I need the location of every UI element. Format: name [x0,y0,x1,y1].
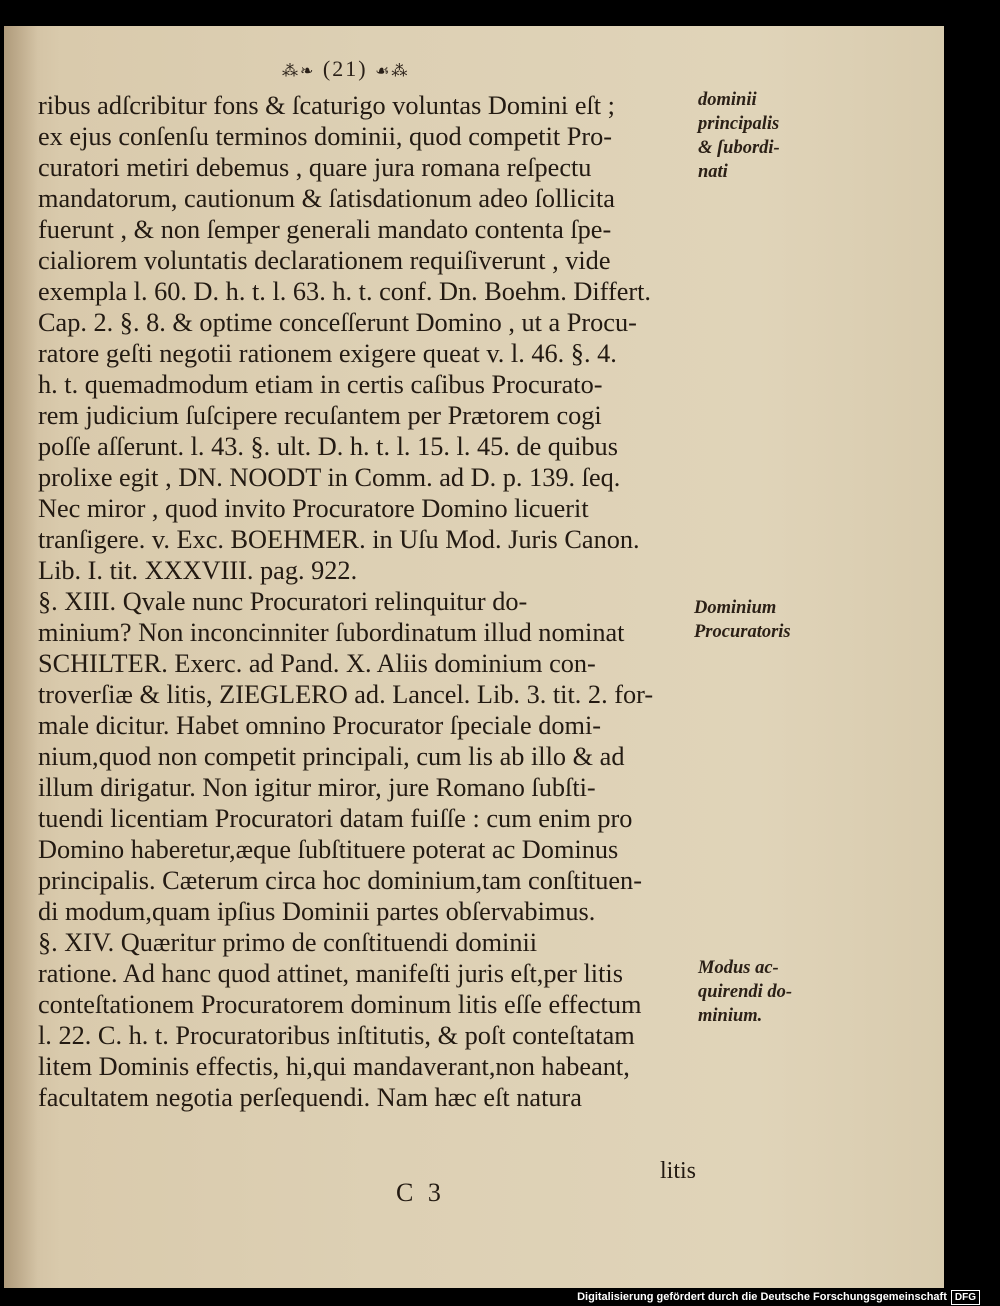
text-line: cialiorem voluntatis declarationem requiſiverunt , vide [38,246,611,275]
text-line: Nec miror , quod invito Procuratore Domino licuerit [38,494,589,523]
text-line: male dicitur. Habet omnino Procurator ſpeciale domi- [38,711,602,740]
text-line: di modum,quam ipſius Dominii partes obſervabimus. [38,897,596,926]
text-line: l. 22. C. h. t. Procuratoribus inſtitutis, & poſt conteſtatam [38,1021,635,1050]
text-line: minium? Non inconcinniter ſubordinatum illud nominat [38,618,625,647]
text-line: principalis. Cæterum circa hoc dominium,tam conſtituen- [38,866,642,895]
text-line: Cap. 2. §. 8. & optime conceſſerunt Domino , ut a Procu- [38,308,637,337]
text-line: exempla l. 60. D. h. t. l. 63. h. t. conf. Dn. Boehm. Differt. [38,277,652,306]
text-line: SCHILTER. Exerc. ad Pand. X. Aliis dominium con- [38,649,596,678]
text-line: troverſiæ & litis, ZIEGLERO ad. Lancel. Lib. 3. tit. 2. for- [38,680,654,709]
text-line: ratore geſti negotii rationem exigere queat v. l. 46. §. 4. [38,339,617,368]
digitization-footer [577,1288,980,1306]
marginal-note-modus [698,956,792,1028]
text-line: curatori metiri debemus , quare jura romana reſpectu [38,153,592,182]
dfg-logo: DFG [951,1290,980,1305]
text-line: tuendi licentiam Procuratori datam fuiſſe : cum enim pro [38,804,633,833]
marginal-line: Procuratoris [694,622,791,642]
footer-credit: Digitalisierung gefördert durch die Deutsche Forschungsgemeinschaft [577,1291,947,1303]
text-line: Domino haberetur,æque ſubſtituere poterat ac Dominus [38,835,619,864]
text-line: ratione. Ad hanc quod attinet, manifeſti juris eſt,per litis [38,959,623,988]
header-ornament-left: ⁂❧ [282,63,316,80]
marginal-line: quirendi do- [698,982,793,1002]
text-line: §. XIII. Qvale nunc Procuratori relinquitur do- [38,587,528,616]
catchword: litis [660,1158,697,1184]
text-line: §. XIV. Quæritur primo de conſtituendi dominii [38,928,538,957]
marginal-line: Modus ac- [698,958,779,978]
text-line: facultatem negotia perſequendi. Nam hæc eſt natura [38,1083,582,1112]
text-line: ribus adſcribitur fons & ſcaturigo voluntas Domini eſt ; [38,91,615,120]
book-page [4,26,944,1288]
text-line: litem Dominis effectis, hi,qui mandaverant,non habeant, [38,1052,630,1081]
text-line: illum dirigatur. Non igitur miror, jure Romano ſubſti- [38,773,596,802]
body-text [38,90,698,1113]
marginal-line: minium. [698,1006,763,1026]
header-ornament-right: ☙⁂ [375,63,410,80]
marginal-line: dominii [698,90,757,110]
text-line: fuerunt , & non ſemper generali mandato contenta ſpe- [38,215,612,244]
text-line: mandatorum, cautionum & ſatisdationum adeo ſollicita [38,184,615,213]
marginal-line: Dominium [694,598,777,618]
text-line: Lib. I. tit. XXXVIII. pag. 922. [38,556,358,585]
text-line: ex ejus conſenſu terminos dominii, quod competit Pro- [38,122,613,151]
marginal-line: nati [698,162,728,182]
marginal-note-dominium [694,596,791,644]
marginal-note-dominii [698,88,780,184]
text-line: conteſtationem Procuratorem dominum litis eſſe effectum [38,990,642,1019]
text-line: rem judicium ſuſcipere recuſantem per Prætorem cogi [38,401,602,430]
marginal-line: principalis [698,114,780,134]
marginal-line: & ſubordi- [698,138,780,158]
text-line: nium,quod non competit principali, cum lis ab illo & ad [38,742,625,771]
text-line: tranſigere. v. Exc. BOEHMER. in Uſu Mod. Juris Canon. [38,525,640,554]
text-line: poſſe aſſerunt. l. 43. §. ult. D. h. t. l. 15. l. 45. de quibus [38,432,618,461]
page-number: (21) [322,56,368,81]
text-line: h. t. quemadmodum etiam in certis caſibus Procurato- [38,370,603,399]
text-line: prolixe egit , DN. NOODT in Comm. ad D. p. 139. ſeq. [38,463,621,492]
page-header [282,56,409,82]
signature-mark: C 3 [396,1178,445,1207]
page-gutter-shadow [4,26,38,1288]
